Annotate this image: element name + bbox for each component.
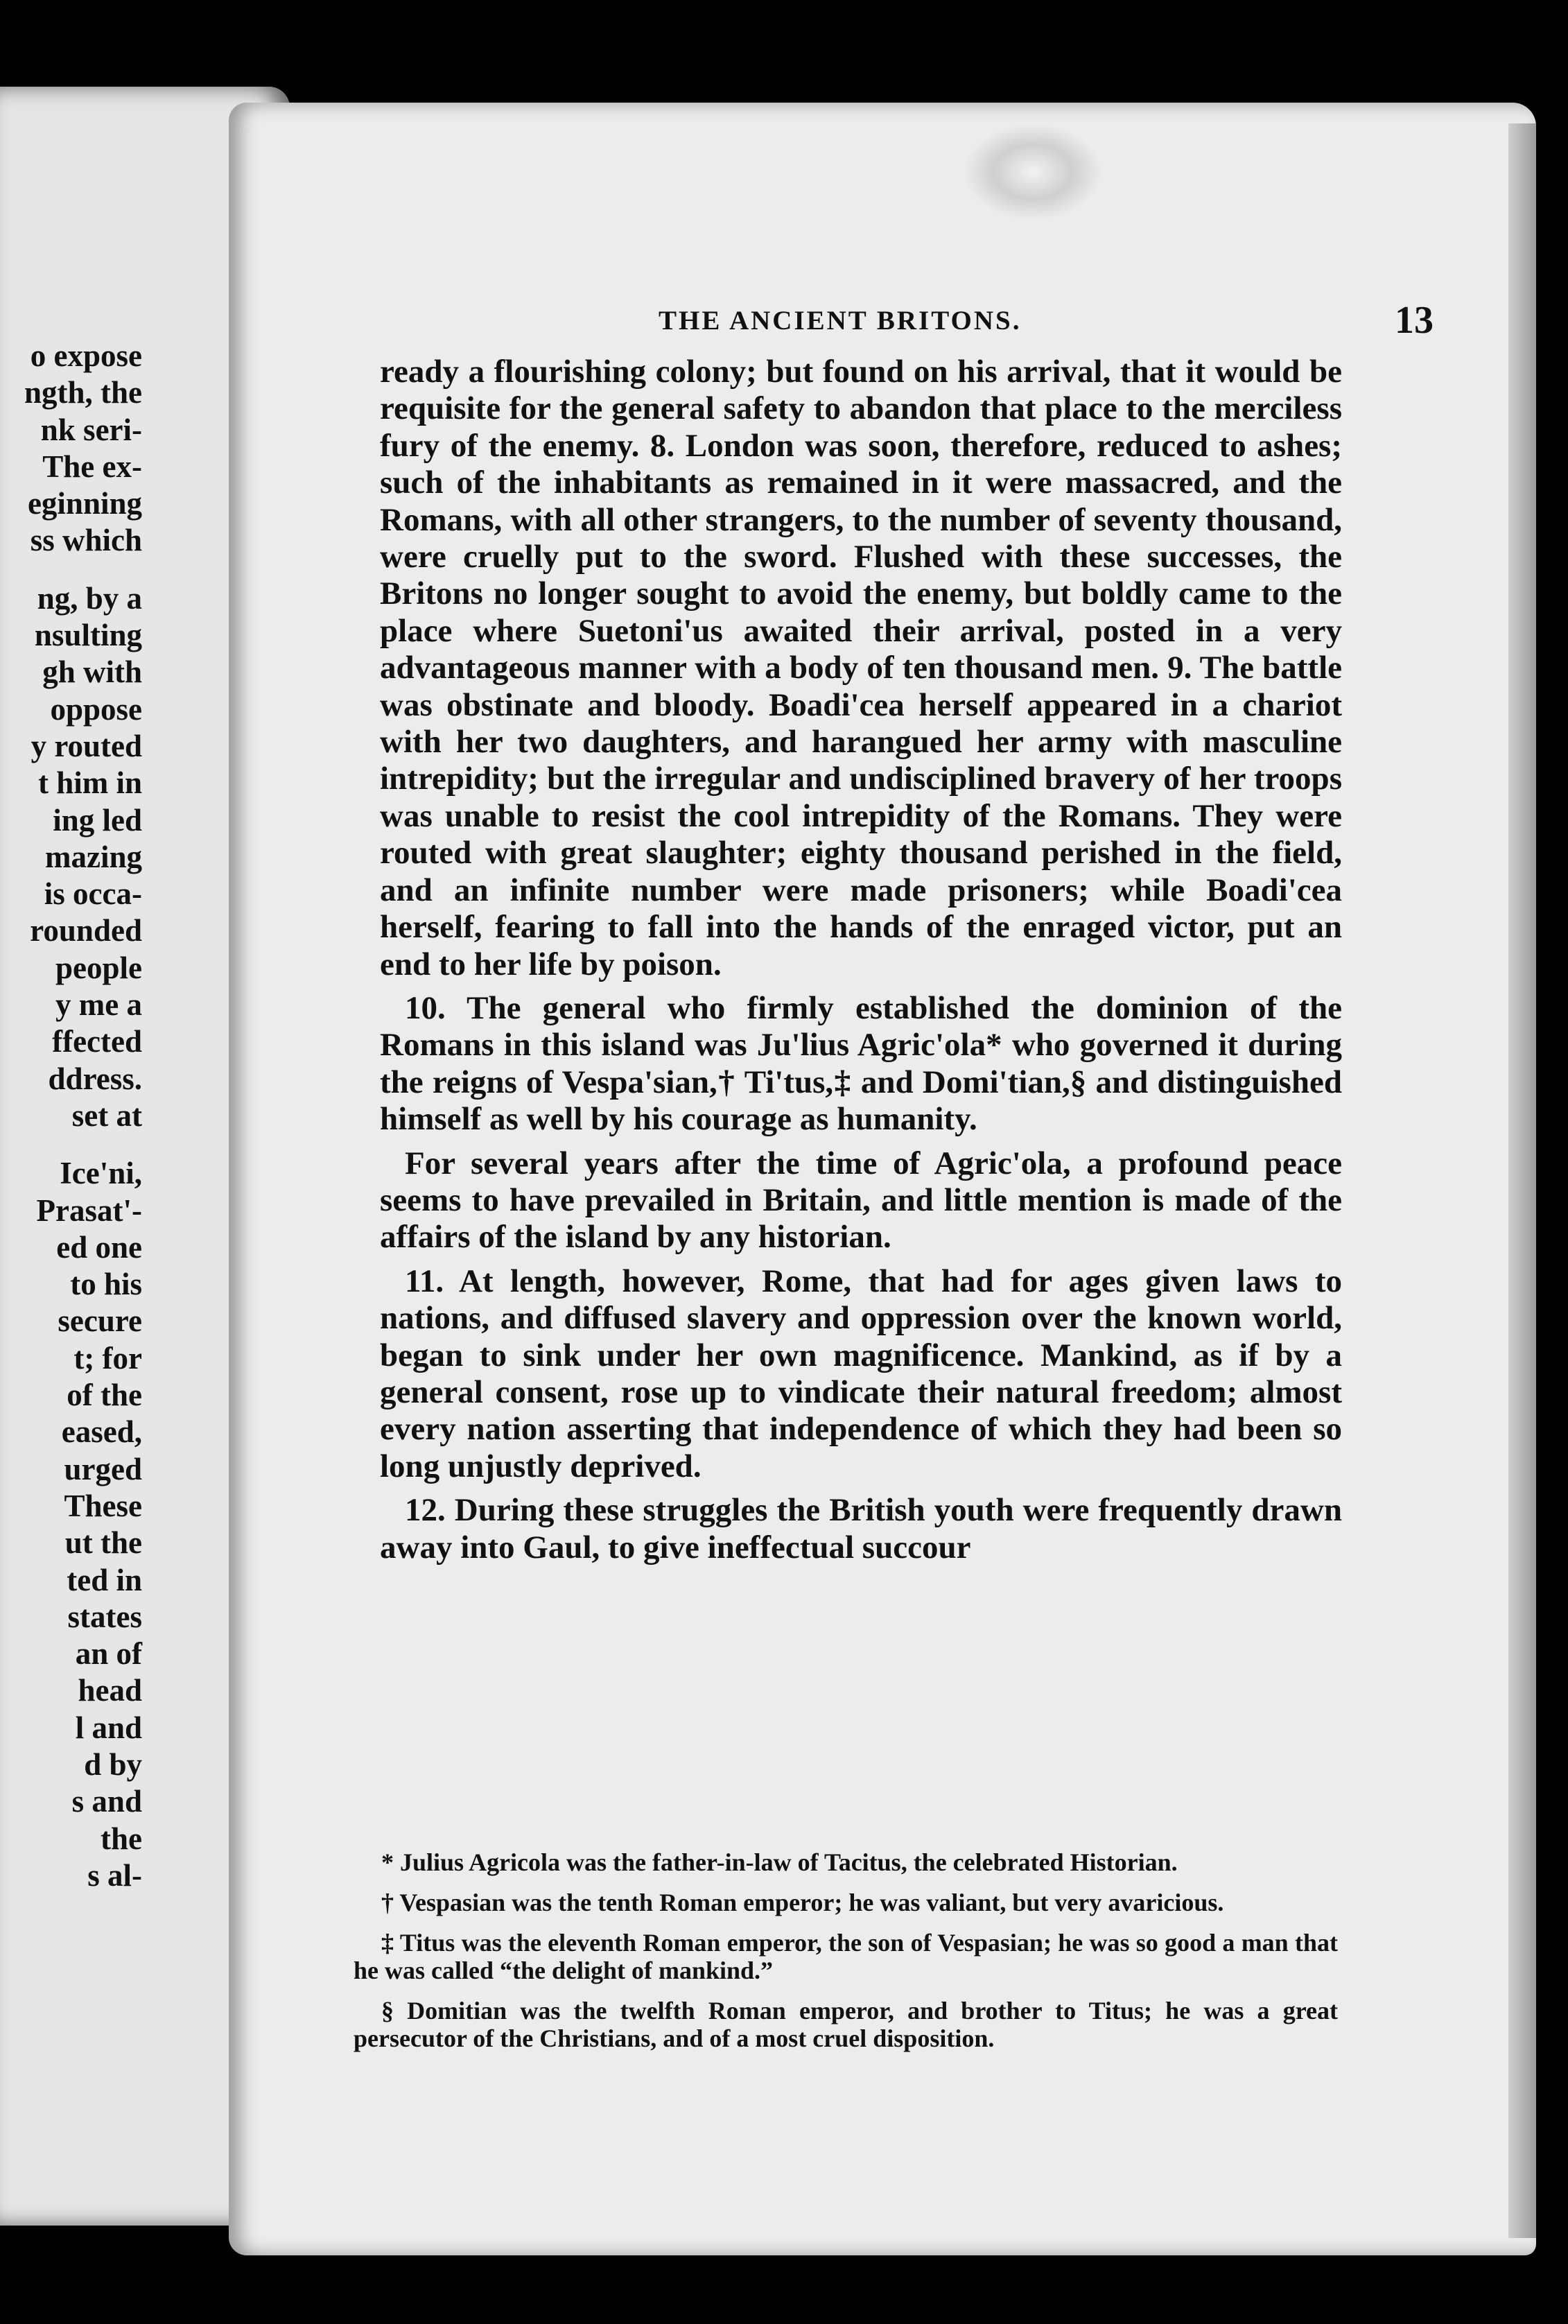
paragraph: 10. The general who firmly established the dominion of the Romans in this island was Ju'lius Agric'ola* who governed it during the reigns of Vespa'sian,† Ti'tus,‡ and Domi'tian,§ and distinguished himself as well by his courage as humanity. [380, 989, 1342, 1138]
left-page-line: s al- [87, 1857, 142, 1893]
footnote: ‡ Titus was the eleventh Roman emperor, the son of Vespasian; he was so good a man that he was called “the delight of mankind.” [354, 1929, 1338, 1984]
footnotes [354, 1848, 1338, 2065]
left-page-line: nk seri- [40, 412, 142, 447]
body-text [380, 354, 1342, 1573]
left-page-line: eginning [27, 486, 142, 521]
left-page-line: t; for [73, 1340, 142, 1376]
footnote: † Vespasian was the tenth Roman emperor; he was valiant, but very avaricious. [381, 1889, 1224, 1916]
left-page-line: an of [75, 1636, 142, 1672]
left-page-line: ed one [56, 1229, 142, 1265]
left-page-line: the [101, 1821, 142, 1856]
page-edge [1508, 123, 1536, 2238]
left-page-line: secure [58, 1303, 142, 1339]
left-page-line: nsulting [34, 618, 142, 653]
paper-stain [964, 123, 1102, 220]
left-page-line: to his [70, 1267, 142, 1302]
left-page-line: ddress. [48, 1061, 142, 1096]
left-page-line: y me a [55, 987, 142, 1023]
left-page-line: ss which [30, 523, 142, 558]
left-page-line: The ex- [42, 449, 142, 484]
left-page-line: ut the [64, 1525, 142, 1561]
left-page-line: l and [75, 1710, 142, 1745]
left-page-line: d by [84, 1746, 142, 1782]
left-page-line: t him in [37, 765, 142, 801]
left-page-line: head [78, 1673, 142, 1708]
left-page-line: Ice'ni, [60, 1156, 142, 1191]
paragraph: 11. At length, however, Rome, that had for ages given laws to nations, and diffused slavery and oppression over the known world, began to sink under her own magnificence. Mankind, as if by a general consent, rose up to vindicate their natural freedom; almost every nation asserting that independence of which they had been so long unjustly deprived. [380, 1263, 1342, 1484]
left-page-text [0, 338, 142, 1894]
paragraph: 12. During these struggles the British youth were frequently drawn away into Gaul, to give ineffectual succour [380, 1492, 1342, 1566]
left-page-line: s and [71, 1784, 142, 1819]
left-page-line: ng, by a [37, 580, 142, 616]
left-page-line: ing led [53, 802, 142, 838]
left-page-line: ted in [67, 1562, 142, 1597]
left-page-line: urged [64, 1451, 142, 1486]
left-page-line: gh with [42, 654, 142, 690]
left-page-line: Prasat'- [36, 1193, 142, 1228]
left-page-line: o expose [30, 338, 142, 373]
left-page-line: rounded [30, 913, 142, 948]
left-page-line: mazing [45, 839, 142, 874]
left-page-line: set at [71, 1098, 142, 1133]
left-page-line: oppose [50, 691, 142, 727]
left-page-line: ffected [52, 1024, 142, 1059]
left-page-line: eased, [61, 1414, 142, 1450]
paragraph: For several years after the time of Agric'ola, a profound peace seems to have prevailed in Britain, and little mention is made of the affairs of the island by any historian. [380, 1145, 1342, 1256]
footnote: § Domitian was the twelfth Roman emperor, and brother to Titus; he was a great persecutor of the Christians, and of a most cruel disposition. [354, 1997, 1338, 2052]
page-header [229, 298, 1536, 354]
paragraph: ready a flourishing colony; but found on his arrival, that it would be requisite for the general safety to abandon that place to the merciless fury of the enemy. 8. London was soon, therefore, reduced to ashes; such of the inhabitants as remained in it were massacred, and the Romans, with all other strangers, to the number of seventy thousand, were cruelly put to the sword. Flushed with these successes, the Britons no longer sought to avoid the enemy, but boldly came to the place where Suetoni'us awaited their arrival, posted in a very advantageous manner with a body of ten thousand men. 9. The battle was obstinate and bloody. Boadi'cea herself appeared in a chariot with her two daughters, and harangued her army with masculine intrepidity; but the irregular and undisciplined bravery of her troops was unable to resist the cool intrepidity of the Romans. They were routed with great slaughter; eighty thousand perished in the field, and an infinite number were made prisoners; while Boadi'cea herself, fearing to fall into the hands of the enraged victor, put an end to her life by poison. [380, 354, 1342, 982]
running-title: THE ANCIENT BRITONS. [659, 306, 1022, 336]
left-page-line: These [64, 1488, 142, 1523]
page-number: 13 [1395, 299, 1434, 342]
left-page-line: is occa- [44, 876, 142, 912]
right-page [229, 103, 1536, 2255]
left-page-line [0, 560, 142, 580]
left-page-line: states [67, 1599, 142, 1634]
left-page-line: of the [67, 1378, 142, 1413]
left-page-line: y routed [31, 728, 142, 763]
left-page-line: ngth, the [24, 375, 142, 410]
left-page-line: people [55, 950, 142, 985]
left-page-line [0, 1134, 142, 1155]
footnote: * Julius Agricola was the father-in-law of Tacitus, the celebrated Historian. [381, 1848, 1178, 1876]
